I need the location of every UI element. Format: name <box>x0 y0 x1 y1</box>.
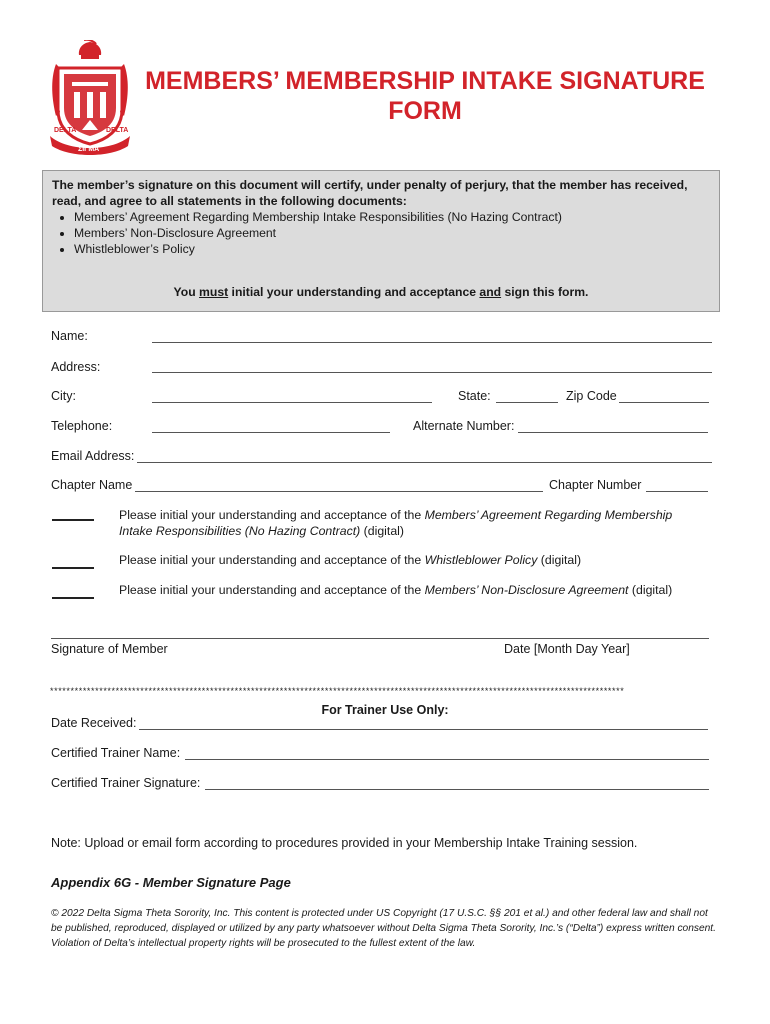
upload-note: Note: Upload or email form according to procedures provided in your Membership Intake Training session. <box>51 836 638 850</box>
separator-stars: ******************************************************************************************************************************************** <box>50 686 625 696</box>
must-text-d: and <box>479 285 502 299</box>
initial-text-1c: (digital) <box>360 524 405 538</box>
document-item: • Whistleblower’s Policy <box>74 241 711 257</box>
zip-label: Zip Code <box>566 389 617 403</box>
certification-box <box>42 170 720 312</box>
initial-text-1b: Members’ Agreement Regarding Membership Intake Responsibilities (No Hazing Contract) <box>119 508 673 538</box>
title-line-2: FORM <box>388 97 462 125</box>
document-item: • Members’ Agreement Regarding Membership Intake Responsibilities (No Hazing Contract) <box>74 209 711 225</box>
initial-field-whistleblower[interactable] <box>52 567 94 569</box>
chapter-name-label: Chapter Name <box>51 478 133 492</box>
document-item: • Members’ Non-Disclosure Agreement <box>74 225 711 241</box>
document-list <box>52 209 711 257</box>
copyright-notice: © 2022 Delta Sigma Theta Sorority, Inc. This content is protected under US Copyright (17 U.S.C. §§ 201 et al.) and other federal law and shall not be published, reproduced, displayed or utilized by any party whatsoever without Delta Sigma Theta Sorority, Inc.’s (“Delta”) express written consent. Violation of Delta’s intellectual property rights will be prosecuted to the fullest extent of the law. <box>51 908 716 949</box>
chapter-number-field[interactable] <box>646 491 708 492</box>
form-title <box>120 66 730 126</box>
name-field[interactable] <box>152 342 712 343</box>
signature-field[interactable] <box>51 638 709 639</box>
date-received-label: Date Received: <box>51 716 137 730</box>
must-text-e: sign this form. <box>501 285 589 299</box>
signature-of-member-label: Signature of Member <box>51 642 168 656</box>
must-text-a: You <box>173 285 200 299</box>
zip-field[interactable] <box>619 402 709 403</box>
state-label: State: <box>458 389 491 403</box>
chapter-name-field[interactable] <box>135 491 543 492</box>
address-field[interactable] <box>152 372 712 373</box>
state-field[interactable] <box>496 402 558 403</box>
signature-date-label: Date [Month Day Year] <box>504 642 630 656</box>
alternate-number-field[interactable] <box>518 432 708 433</box>
initial-field-non-disclosure[interactable] <box>52 597 94 599</box>
initial-text-no-hazing <box>119 507 709 539</box>
trainer-name-label: Certified Trainer Name: <box>51 746 181 760</box>
city-field[interactable] <box>152 402 432 403</box>
seal-text-left: DELTA <box>54 127 77 134</box>
initial-text-1a: Please initial your understanding and acceptance of the <box>119 508 425 522</box>
title-line-1: MEMBERS’ MEMBERSHIP INTAKE SIGNATURE <box>145 67 705 95</box>
appendix-label: Appendix 6G - Member Signature Page <box>51 875 291 890</box>
trainer-use-heading: For Trainer Use Only: <box>321 703 449 717</box>
city-label: City: <box>51 389 76 403</box>
trainer-name-field[interactable] <box>185 759 709 760</box>
alternate-number-label: Alternate Number: <box>413 419 515 433</box>
must-text-b: must <box>199 285 229 299</box>
initial-text-2b: Whistleblower Policy <box>424 553 538 567</box>
seal-text-bottom: ΣΙΓΜΑ <box>78 146 100 153</box>
initial-text-3a: Please initial your understanding and acceptance of the <box>119 583 425 597</box>
initial-text-non-disclosure <box>119 582 709 598</box>
date-received-field[interactable] <box>139 729 708 730</box>
initial-text-2c: (digital) <box>537 553 582 567</box>
initial-field-no-hazing[interactable] <box>52 519 94 521</box>
seal-text-right: DELTA <box>106 127 129 134</box>
email-label: Email Address: <box>51 449 135 463</box>
initial-text-3c: (digital) <box>628 583 673 597</box>
email-field[interactable] <box>137 462 712 463</box>
chapter-number-label: Chapter Number <box>549 478 642 492</box>
initial-text-3b: Members’ Non-Disclosure Agreement <box>424 583 629 597</box>
initial-text-2a: Please initial your understanding and acceptance of the <box>119 553 425 567</box>
trainer-signature-field[interactable] <box>205 789 709 790</box>
trainer-signature-label: Certified Trainer Signature: <box>51 776 201 790</box>
initial-text-whistleblower <box>119 552 709 568</box>
name-label: Name: <box>51 329 88 343</box>
telephone-field[interactable] <box>152 432 390 433</box>
telephone-label: Telephone: <box>51 419 113 433</box>
address-label: Address: <box>51 360 101 374</box>
certification-intro: The member’s signature on this document will certify, under penalty of perjury, that the member has received, read, and agree to all statements in the following documents: <box>52 178 688 208</box>
must-text-c: initial your understanding and acceptance <box>228 285 480 299</box>
must-initial-instruction <box>43 284 719 300</box>
